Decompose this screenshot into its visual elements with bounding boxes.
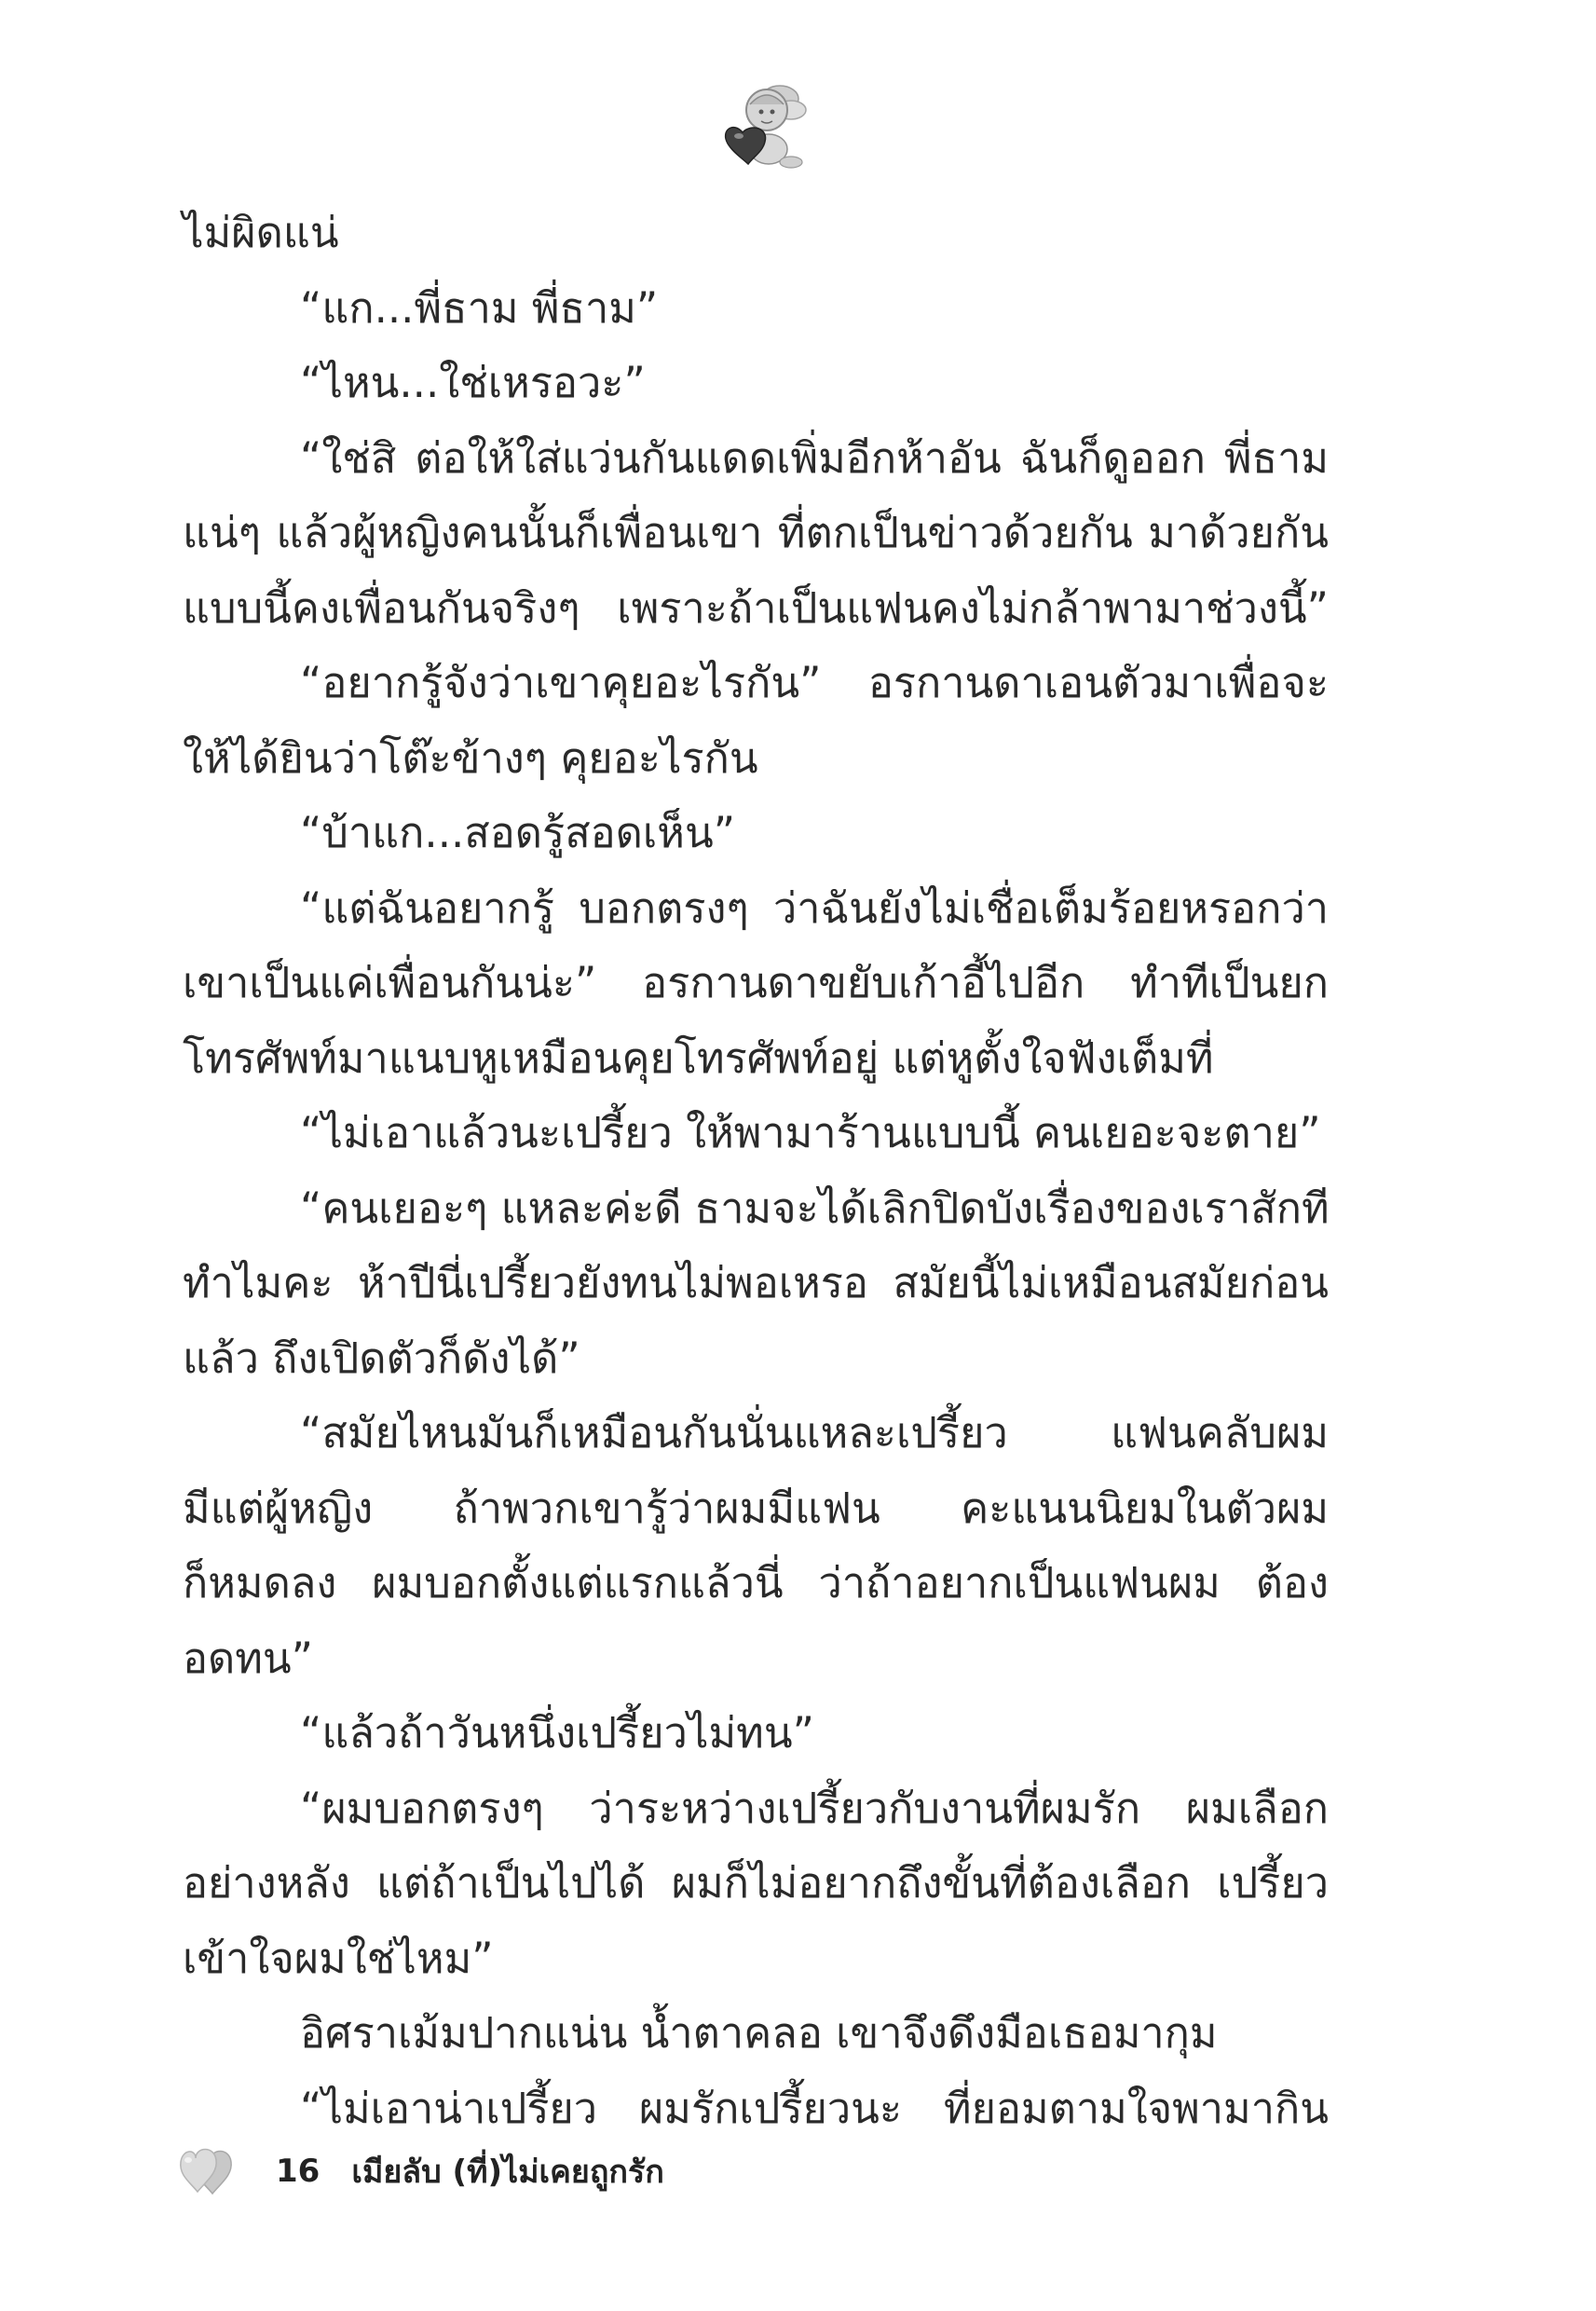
text-line: อย่างหลัง แต่ถ้าเป็นไปได้ ผมก็ไม่อยากถึงขั้นที่ต้องเลือก เปรี้ยว <box>183 1858 1329 1908</box>
text-line: เขาเป็นแค่เพื่อนกันน่ะ” อรกานดาขยับเก้าอี้ไปอีก ทำทีเป็นยก <box>183 958 1329 1007</box>
text-line: มีแต่ผู้หญิง ถ้าพวกเขารู้ว่าผมมีแฟน คะแนนนิยมในตัวผม <box>183 1483 1329 1533</box>
text-line: ไม่ผิดแน่ <box>183 208 339 257</box>
text-line: ให้ได้ยินว่าโต๊ะข้างๆ คุยอะไรกัน <box>183 732 758 783</box>
text-line: “ไม่เอาแล้วนะเปรี้ยว ให้พามาร้านแบบนี้ คนเยอะจะตาย” <box>300 1108 1321 1157</box>
text-line: อดทน” <box>183 1633 313 1683</box>
text-line: ทำไมคะ ห้าปีนี่เปรี้ยวยังทนไม่พอเหรอ สมัยนี้ไม่เหมือนสมัยก่อน <box>183 1258 1329 1307</box>
page-footer <box>173 2139 664 2204</box>
body-text <box>183 196 1329 2146</box>
text-line: “คนเยอะๆ แหละค่ะดี ธามจะได้เลิกปิดบังเรื่องของเราสักที <box>300 1183 1330 1233</box>
text-line: “สมัยไหนมันก็เหมือนกันนั่นแหละเปรี้ยว แฟนคลับผม <box>300 1408 1329 1457</box>
text-line: โทรศัพท์มาแนบหูเหมือนคุยโทรศัพท์อยู่ แต่หูตั้งใจฟังเต็มที่ <box>183 1032 1214 1083</box>
text-line: “บ้าแก...สอดรู้สอดเห็น” <box>300 808 736 857</box>
page-number: 16 <box>276 2153 321 2190</box>
text-line: “ไม่เอาน่าเปรี้ยว ผมรักเปรี้ยวนะ ที่ยอมตามใจพามากิน <box>300 2083 1329 2133</box>
text-line: แบบนี้คงเพื่อนกันจริงๆ เพราะถ้าเป็นแฟนคงไม่กล้าพามาช่วงนี้” <box>183 582 1329 633</box>
text-line: แล้ว ถึงเปิดตัวก็ดังได้” <box>183 1333 580 1383</box>
text-line: “ใช่สิ ต่อให้ใส่แว่นกันแดดเพิ่มอีกห้าอัน ฉันก็ดูออก พี่ธาม <box>300 432 1329 483</box>
text-line: แน่ๆ แล้วผู้หญิงคนนั้นก็เพื่อนเขา ที่ตกเป็นข่าวด้วยกัน มาด้วยกัน <box>183 508 1329 557</box>
text-line: เข้าใจผมใช่ไหม” <box>183 1933 494 1983</box>
text-line: ก็หมดลง ผมบอกตั้งแต่แรกแล้วนี่ ว่าถ้าอยากเป็นแฟนผม ต้อง <box>183 1558 1329 1607</box>
text-line: “อยากรู้จังว่าเขาคุยอะไรกัน” อรกานดาเอนตัวมาเพื่อจะ <box>300 658 1329 707</box>
text-line: “ผมบอกตรงๆ ว่าระหว่างเปรี้ยวกับงานที่ผมรัก ผมเลือก <box>300 1783 1329 1833</box>
text-line: “แล้วถ้าวันหนึ่งเปรี้ยวไม่ทน” <box>300 1708 814 1757</box>
book-title: เมียลับ (ที่)ไม่เคยถูกรัก <box>351 2154 664 2191</box>
text-line: “แก...พี่ธาม พี่ธาม” <box>300 282 659 333</box>
text-line: “ไหน...ใช่เหรอวะ” <box>300 358 646 407</box>
cupid-with-heart-icon <box>713 73 815 175</box>
hearts-icon <box>173 2143 239 2199</box>
text-line: อิศราเม้มปากแน่น น้ำตาคลอ เขาจึงดึงมือเธอมากุม <box>300 2008 1218 2058</box>
text-line: “แต่ฉันอยากรู้ บอกตรงๆ ว่าฉันยังไม่เชื่อเต็มร้อยหรอกว่า <box>300 882 1329 933</box>
